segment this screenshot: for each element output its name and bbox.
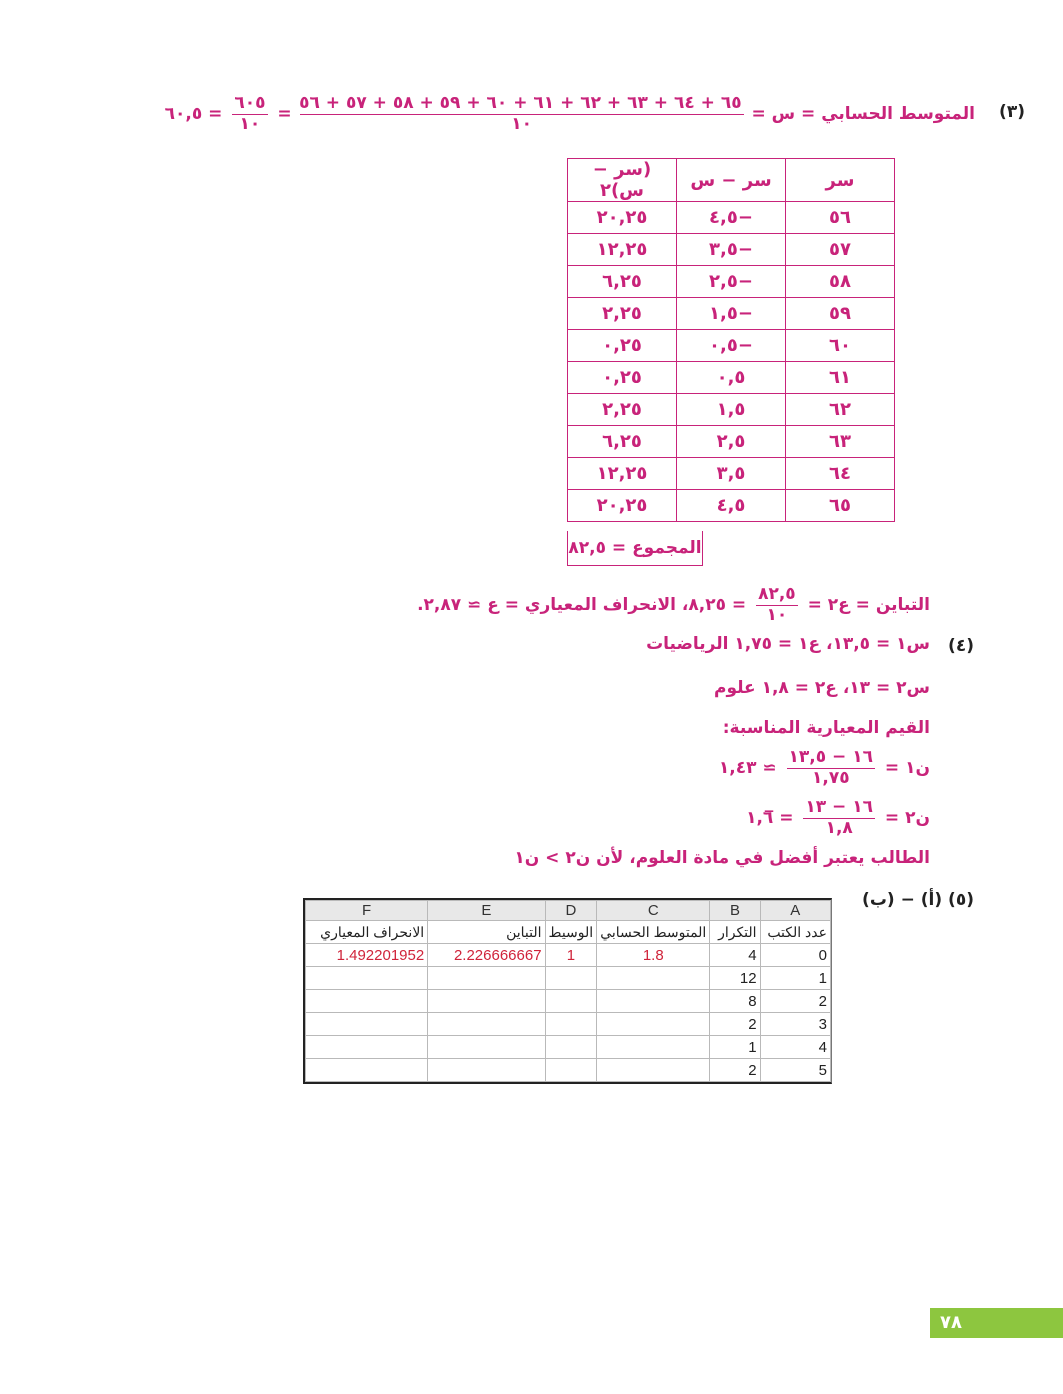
cell-C[interactable] <box>597 1036 710 1059</box>
col-letter-F[interactable]: F <box>306 901 428 921</box>
z1-lhs: ن١ = <box>884 758 930 779</box>
z2-result: = ١,٦̅ <box>746 808 794 829</box>
table-row <box>568 330 895 362</box>
z2-den: ١,٨ <box>825 817 853 838</box>
cell-F[interactable] <box>306 1013 428 1036</box>
z1-den: ١,٧٥ <box>811 767 850 788</box>
cell-E[interactable] <box>428 1059 545 1082</box>
sheet-row <box>306 1036 831 1059</box>
cell-D[interactable] <box>545 1013 597 1036</box>
variance-num: ٨٢,٥ <box>758 584 796 604</box>
cell-D[interactable] <box>545 1036 597 1059</box>
cell-E[interactable]: 2.226666667 <box>428 944 545 967</box>
cell-D[interactable]: 1 <box>545 944 597 967</box>
z1-fraction <box>787 748 875 788</box>
variance-prefix: التباين = ع٢ = <box>807 595 930 616</box>
table-row <box>568 490 895 522</box>
variance-suffix: = ٨,٢٥، الانحراف المعياري = ع ≃ ٢,٨٧. <box>417 595 747 616</box>
section5-sub: (أ) − (ب) <box>862 890 943 910</box>
cell-dev: −٢,٥ <box>677 266 786 298</box>
cell-F[interactable] <box>306 1036 428 1059</box>
cell-sq: ٦,٢٥ <box>568 426 677 458</box>
z2-equation <box>746 798 930 838</box>
cell-D[interactable] <box>545 1059 597 1082</box>
section-5-label <box>862 890 974 910</box>
cell-B[interactable]: 4 <box>710 944 760 967</box>
cell-dev: ٣,٥ <box>677 458 786 490</box>
cell-dev: ٠,٥ <box>677 362 786 394</box>
cell-C[interactable]: 1.8 <box>597 944 710 967</box>
z1-equation <box>719 748 930 788</box>
cell-C[interactable] <box>597 1013 710 1036</box>
cell-E[interactable] <box>428 990 545 1013</box>
label-mean[interactable]: المتوسط الحسابي <box>597 921 710 944</box>
sheet-row <box>306 1013 831 1036</box>
header-labels-row <box>306 921 831 944</box>
table-row <box>568 426 895 458</box>
column-letters <box>306 901 831 921</box>
conclusion: الطالب يعتبر أفضل في مادة العلوم، لأن ن٢ > ن١ <box>514 848 930 868</box>
cell-B[interactable]: 8 <box>710 990 760 1013</box>
table-row <box>568 266 895 298</box>
col-letter-E[interactable]: E <box>428 901 545 921</box>
mean-fraction-2-num: ٦٠٥ <box>234 93 266 113</box>
mean-denominator: ١٠ <box>511 113 532 134</box>
cell-sq: ٢٠,٢٥ <box>568 202 677 234</box>
equals-sign: = <box>277 104 292 125</box>
mean-fraction-2-den: ١٠ <box>239 113 261 134</box>
z2-lhs: ن٢ = <box>884 808 930 829</box>
table-header-x: سر <box>786 159 895 202</box>
table-header-deviation: سر − س <box>677 159 786 202</box>
section4-line2: س٢ = ١٣، ع٢ = ١,٨ علوم <box>713 678 930 698</box>
cell-C[interactable] <box>597 990 710 1013</box>
deviation-table <box>567 158 895 522</box>
cell-sq: ١٢,٢٥ <box>568 234 677 266</box>
spreadsheet <box>303 898 832 1084</box>
mean-lhs: المتوسط الحسابي = س = <box>751 104 975 125</box>
section4-line1: س١ = ١٣,٥، ع١ = ١,٧٥ الرياضيات <box>646 634 930 654</box>
table-sum: المجموع = ٨٢,٥ <box>567 531 703 566</box>
cell-x: ٦١ <box>786 362 895 394</box>
cell-dev: −٤,٥ <box>677 202 786 234</box>
table-row <box>568 202 895 234</box>
cell-D[interactable] <box>545 967 597 990</box>
sheet-row <box>306 1059 831 1082</box>
cell-A[interactable]: 0 <box>760 944 830 967</box>
page-number-badge: ٧٨ <box>930 1308 1063 1338</box>
col-letter-D[interactable]: D <box>545 901 597 921</box>
cell-dev: −٠,٥ <box>677 330 786 362</box>
variance-den: ١٠ <box>766 604 788 625</box>
cell-x: ٦٤ <box>786 458 895 490</box>
cell-sq: ٢٠,٢٥ <box>568 490 677 522</box>
cell-x: ٦٣ <box>786 426 895 458</box>
label-median[interactable]: الوسيط <box>545 921 597 944</box>
label-books[interactable]: عدد الكتب <box>760 921 830 944</box>
z2-fraction <box>803 798 875 838</box>
table-header-squared: (سر − س)٢ <box>568 159 677 202</box>
cell-A[interactable]: 2 <box>760 990 830 1013</box>
label-variance[interactable]: التباين <box>428 921 545 944</box>
table-row <box>568 394 895 426</box>
cell-dev: ٢,٥ <box>677 426 786 458</box>
cell-F[interactable] <box>306 990 428 1013</box>
section-4-label: (٤) <box>948 636 974 656</box>
cell-x: ٥٧ <box>786 234 895 266</box>
cell-sq: ٢,٢٥ <box>568 394 677 426</box>
cell-C[interactable] <box>597 967 710 990</box>
cell-dev: −٣,٥ <box>677 234 786 266</box>
mean-numerator: ٦٥ + ٦٤ + ٦٣ + ٦٢ + ٦١ + ٦٠ + ٥٩ + ٥٨ + ٥٧ + ٥٦ <box>299 93 742 113</box>
cell-x: ٦٠ <box>786 330 895 362</box>
cell-sq: ٢,٢٥ <box>568 298 677 330</box>
cell-dev: −١,٥ <box>677 298 786 330</box>
cell-dev: ١,٥ <box>677 394 786 426</box>
cell-E[interactable] <box>428 967 545 990</box>
mean-result: = ٦٠,٥ <box>164 104 223 125</box>
table-row <box>568 234 895 266</box>
cell-D[interactable] <box>545 990 597 1013</box>
cell-x: ٦٥ <box>786 490 895 522</box>
cell-A[interactable]: 3 <box>760 1013 830 1036</box>
sheet-row <box>306 967 831 990</box>
variance-fraction <box>756 585 798 625</box>
cell-F[interactable] <box>306 1059 428 1082</box>
z1-result: ≃ ١,٤٣ <box>718 758 777 779</box>
sheet-row <box>306 990 831 1013</box>
cell-sq: ٦,٢٥ <box>568 266 677 298</box>
section-3-label: (٣) <box>999 102 1025 122</box>
cell-B[interactable]: 2 <box>710 1013 760 1036</box>
col-letter-B[interactable]: B <box>710 901 760 921</box>
table-row <box>568 298 895 330</box>
cell-sq: ٠,٢٥ <box>568 330 677 362</box>
mean-fraction-2 <box>232 94 267 134</box>
mean-fraction-1 <box>299 93 742 134</box>
label-std-dev[interactable]: الانحراف المعياري <box>306 921 428 944</box>
z2-num: ١٦ − ١٣ <box>805 797 873 817</box>
cell-x: ٥٩ <box>786 298 895 330</box>
cell-sq: ٠,٢٥ <box>568 362 677 394</box>
cell-B[interactable]: 2 <box>710 1059 760 1082</box>
cell-A[interactable]: 4 <box>760 1036 830 1059</box>
cell-B[interactable]: 12 <box>710 967 760 990</box>
cell-C[interactable] <box>597 1059 710 1082</box>
cell-B[interactable]: 1 <box>710 1036 760 1059</box>
cell-x: ٥٨ <box>786 266 895 298</box>
cell-E[interactable] <box>428 1013 545 1036</box>
col-letter-A[interactable]: A <box>760 901 830 921</box>
cell-E[interactable] <box>428 1036 545 1059</box>
table-row <box>568 458 895 490</box>
z1-num: ١٦ − ١٣,٥ <box>788 747 873 767</box>
variance-line <box>417 585 930 625</box>
table-row <box>568 362 895 394</box>
cell-F[interactable] <box>306 967 428 990</box>
section5-num: (٥) <box>948 890 974 910</box>
cell-sq: ١٢,٢٥ <box>568 458 677 490</box>
cell-x: ٦٢ <box>786 394 895 426</box>
cell-dev: ٤,٥ <box>677 490 786 522</box>
cell-F[interactable]: 1.492201952 <box>306 944 428 967</box>
section4-line3: القيم المعيارية المناسبة: <box>722 718 930 738</box>
label-frequency[interactable]: التكرار <box>710 921 760 944</box>
cell-x: ٥٦ <box>786 202 895 234</box>
col-letter-C[interactable]: C <box>597 901 710 921</box>
sheet-row <box>306 944 831 967</box>
mean-equation <box>75 93 1025 134</box>
cell-A[interactable]: 5 <box>760 1059 830 1082</box>
cell-A[interactable]: 1 <box>760 967 830 990</box>
